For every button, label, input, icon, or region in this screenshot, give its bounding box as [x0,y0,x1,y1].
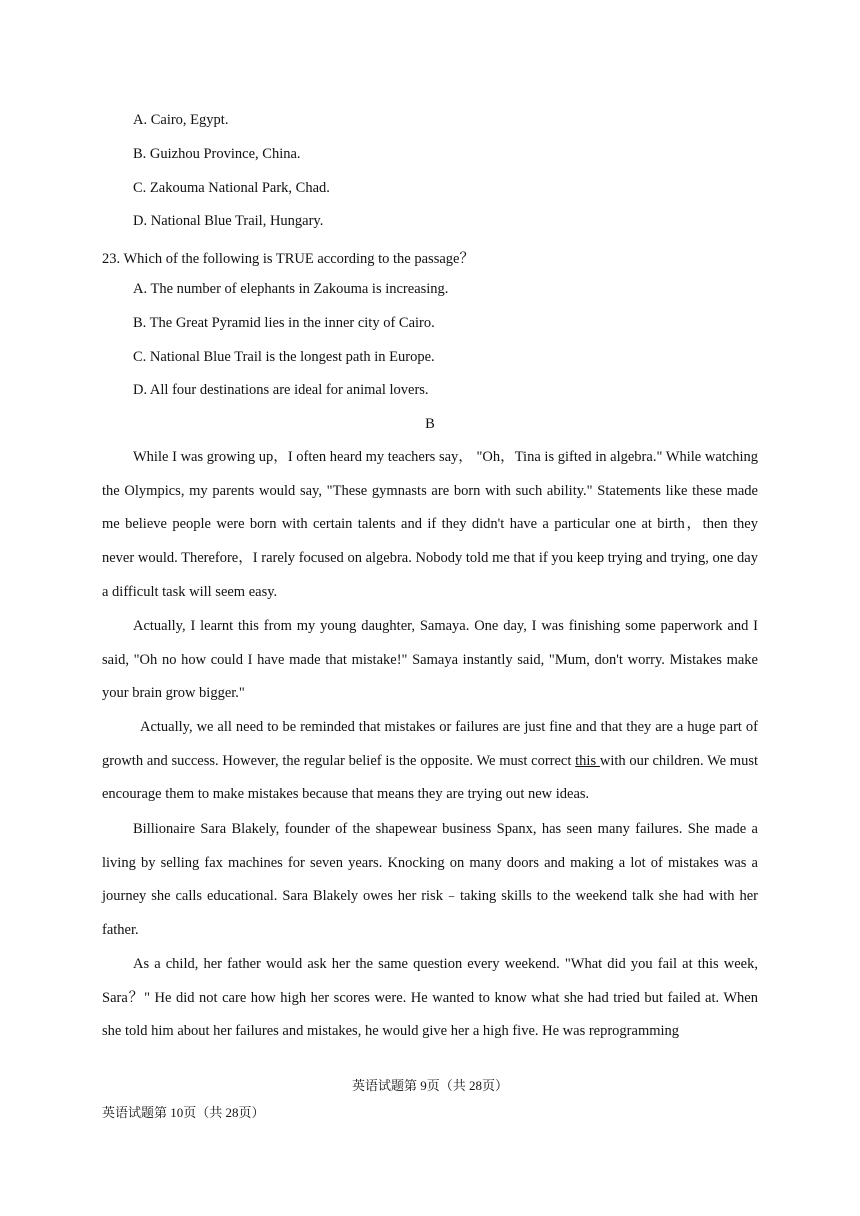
passage-paragraph-3 [102,711,758,812]
q23-stem: 23. Which of the following is TRUE according to the passage？ [102,251,474,267]
q22-option-c: C. Zakouma National Park, Chad. [133,180,330,196]
section-heading: B [425,416,435,432]
page-footer-left: 英语试题第 10页（共 28页） [102,1105,265,1120]
passage-paragraph-5: As a child, her father would ask her the same question every weekend. "What did you fail at this week, Sara？" He did not care how high her scores were. He wanted to know what she had tried but failed at. When she told him about her failures and mistakes, he would give her a high five. He was reprogramming [102,956,758,1040]
passage-paragraph-2: Actually, I learnt this from my young daughter, Samaya. One day, I was finishing some paperwork and I said, "Oh no how could I have made that mistake!" Samaya instantly said, "Mum, don't worry. Mistakes make your brain grow bigger." [102,618,758,702]
q22-option-b: B. Guizhou Province, China. [133,146,301,162]
passage-paragraph-1: While I was growing up，I often heard my teachers say， "Oh，Tina is gifted in algebra." While watching the Olympics, my parents would say, "These gymnasts are born with such ability." Statements like these made me believe people were born with certain talents and if they didn't have a particular one at birth，then they never would. Therefore，I rarely focused on algebra. Nobody told me that if you keep trying and trying, one day a difficult task will seem easy. [102,449,758,600]
q22-option-d: D. National Blue Trail, Hungary. [133,213,324,229]
q23-option-a: A. The number of elephants in Zakouma is increasing. [133,281,449,297]
underlined-word-this: this [575,752,600,769]
q23-option-d: D. All four destinations are ideal for animal lovers. [133,382,429,398]
q22-option-a: A. Cairo, Egypt. [133,112,229,128]
paragraph-3-text-before: Actually, we all need to be reminded that mistakes or failures are just fine and that they are a huge part of growth and success. However, the regular belief is the opposite. We must correct [102,719,758,769]
paragraph-3-text-after: with our children. We must encourage them to make mistakes because that means they are trying out new ideas. [102,752,759,803]
q23-option-c: C. National Blue Trail is the longest path in Europe. [133,349,435,365]
passage-paragraph-4: Billionaire Sara Blakely, founder of the shapewear business Spanx, has seen many failures. She made a living by selling fax machines for seven years. Knocking on many doors and making a lot of mistakes was a journey she calls educational. Sara Blakely owes her risk﹣taking skills to the weekend talk she had with her father. [102,821,758,939]
page-footer-center: 英语试题第 9页（共 28页） [351,1078,508,1093]
q23-option-b: B. The Great Pyramid lies in the inner city of Cairo. [133,315,435,331]
